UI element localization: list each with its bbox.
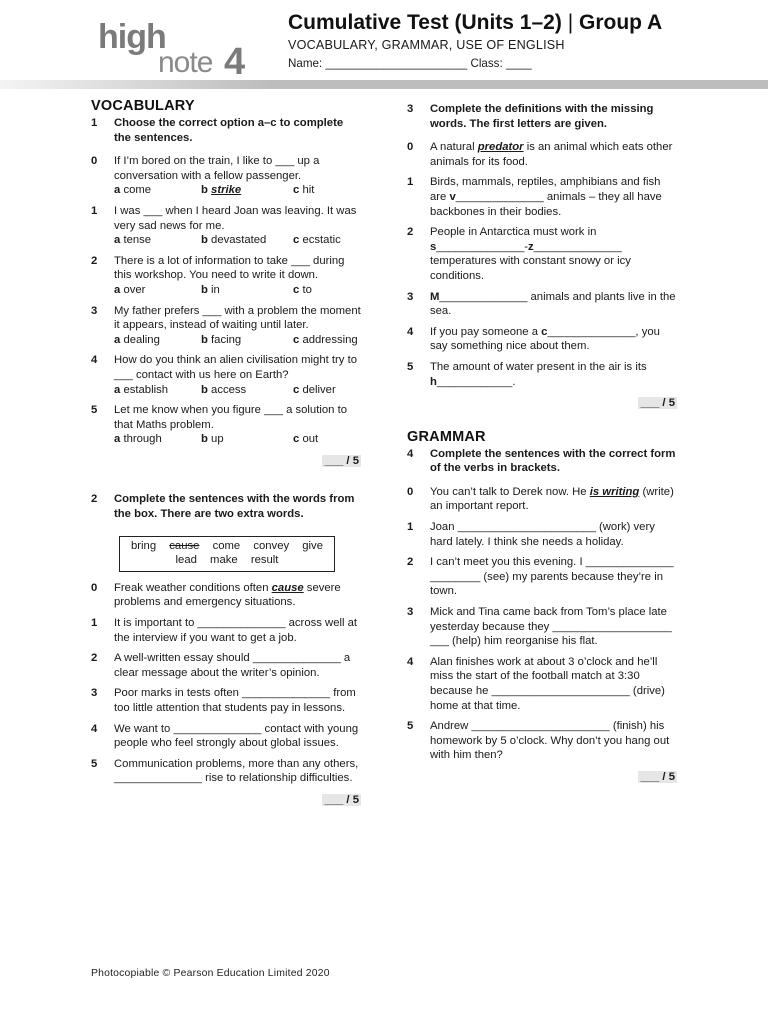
word-box-item: give [302, 539, 323, 552]
question-item [91, 154, 361, 198]
question-text: There is a lot of information to take ___ during this workshop. You need to write it down. [114, 254, 345, 282]
question-item [407, 605, 677, 649]
answer-blank[interactable]: ______________ [173, 722, 262, 735]
question-item [91, 722, 361, 751]
instruction-text: Complete the sentences with the words from the box. There are two extra words. [114, 493, 355, 521]
exercise-number: 4 [407, 447, 414, 460]
option-a[interactable]: a dealing [114, 333, 160, 346]
question-number: 5 [91, 757, 98, 770]
answer-blank[interactable]: ______________ ________ [430, 556, 674, 583]
logo-digit: 4 [224, 41, 246, 78]
word-box-item: come [212, 539, 241, 552]
question-item [91, 204, 361, 248]
option-a[interactable]: a over [114, 283, 146, 296]
option-c[interactable]: c deliver [293, 383, 336, 396]
question-text: Birds, mammals, reptiles, amphibians and fish are v______________ animals – they all have backbones in their bodies. [430, 176, 662, 218]
answer-options [114, 383, 361, 398]
question-text: Freak weather conditions often cause severe problems and emergency situations. [114, 581, 341, 609]
example-answer: cause [271, 581, 304, 594]
question-number: 2 [91, 652, 98, 665]
question-text: Communication problems, more than any others, ______________ rise to relationship difficulties. [114, 757, 359, 785]
option-a[interactable]: a come [114, 184, 152, 197]
question-number: 1 [91, 617, 98, 630]
option-a[interactable]: a through [114, 433, 162, 446]
exercise-2-instruction [91, 492, 361, 521]
exercise-1 [91, 116, 361, 468]
option-b[interactable]: b facing [201, 333, 242, 346]
instruction-text: Complete the definitions with the missing words. The first letters are given. [430, 103, 654, 130]
option-b[interactable]: b in [201, 283, 220, 296]
question-number: 0 [91, 155, 98, 168]
exercise-3-items [407, 140, 677, 389]
question-number: 0 [407, 485, 414, 498]
exercise-1-items [91, 154, 361, 447]
question-text: A natural predator is an animal which eats other animals for its food. [430, 141, 673, 168]
page-title [288, 10, 662, 36]
option-c[interactable]: c hit [293, 184, 315, 197]
name-field[interactable]: ______________________ [325, 57, 468, 70]
test-header [288, 10, 662, 72]
word-box-item: make [210, 554, 238, 567]
question-item [407, 655, 677, 713]
question-number: 5 [407, 360, 414, 373]
exercise-number: 1 [91, 117, 98, 129]
score-field[interactable]: ___ / 5 [640, 397, 675, 410]
exercise-4 [407, 447, 677, 785]
first-letter: c [541, 325, 548, 338]
header-divider-bar [0, 80, 768, 89]
exercise-4-instruction [407, 447, 677, 476]
question-item [91, 304, 361, 348]
copyright-footer: Photocopiable © Pearson Education Limited 2020 [91, 968, 330, 979]
exercise-1-instruction [91, 116, 361, 145]
question-item [407, 555, 677, 599]
option-a[interactable]: a tense [114, 234, 152, 247]
question-number: 2 [407, 556, 414, 569]
option-b[interactable]: b strike [201, 184, 242, 197]
question-text: You can’t talk to Derek now. He is writing (write) an important report. [430, 485, 674, 513]
question-item [407, 325, 677, 354]
question-text: Mick and Tina came back from Tom’s place late yesterday because they ___________________ ___ (help) him reorganise his flat. [430, 606, 672, 648]
first-letter: z [528, 240, 534, 253]
question-item [91, 686, 361, 715]
exercise-2-score [91, 793, 361, 808]
answer-options [114, 283, 361, 298]
question-item [407, 485, 677, 514]
first-letter: h [430, 375, 437, 388]
question-text: Poor marks in tests often ______________ from too little attention that students pay in lessons. [114, 687, 356, 714]
answer-blank[interactable]: ______________ [439, 290, 528, 303]
word-box [119, 536, 335, 572]
name-label: Name: [288, 57, 323, 70]
question-item [91, 403, 361, 447]
exercise-4-score [407, 770, 677, 785]
answer-options [114, 233, 361, 248]
name-class-line [288, 56, 662, 72]
option-b[interactable]: b access [201, 383, 247, 396]
question-number: 1 [407, 521, 414, 534]
score-field[interactable]: ___ / 5 [324, 793, 359, 806]
question-item [407, 360, 677, 389]
exercise-2 [91, 492, 361, 807]
answer-blank[interactable]: ____________ [436, 375, 513, 388]
question-text: Joan ______________________ (work) very hard lately. I think she needs a holiday. [430, 521, 655, 548]
answer-blank[interactable]: ______________ [547, 325, 636, 338]
question-item [407, 140, 677, 169]
question-number: 3 [91, 687, 98, 700]
exercise-1-score [91, 454, 361, 469]
first-letter: M [430, 290, 440, 303]
answer-blank[interactable]: ______________ [436, 240, 525, 253]
question-number: 5 [407, 720, 414, 733]
class-field[interactable]: ____ [505, 57, 532, 70]
example-answer: predator [477, 141, 524, 154]
question-item [91, 581, 361, 610]
instruction-text: Choose the correct option a–c to complete the sentences. [114, 117, 344, 144]
question-number: 4 [407, 655, 414, 668]
answer-blank[interactable]: ______________ [455, 190, 544, 203]
answer-blank[interactable]: ___________________ ___ [430, 620, 672, 648]
left-column [91, 98, 361, 808]
question-number: 3 [91, 304, 98, 317]
question-text: I was ___ when I heard Joan was leaving. It was very sad news for me. [114, 204, 357, 232]
exercise-3-score [407, 396, 677, 411]
question-number: 3 [407, 606, 414, 619]
word-box-item: convey [253, 539, 290, 552]
exercise-3 [407, 102, 677, 411]
exercise-number: 3 [407, 103, 414, 115]
question-text: I can’t meet you this evening. I ______________ ________ (see) my parents because they’re in town. [430, 556, 674, 598]
answer-options [114, 432, 361, 447]
question-text: A well-written essay should ______________ a clear message about the writer’s opinion. [114, 652, 351, 679]
question-number: 4 [407, 325, 414, 338]
answer-options [114, 183, 361, 198]
option-c[interactable]: c addressing [293, 333, 358, 346]
score-field[interactable]: ___ / 5 [640, 770, 675, 783]
first-letter: v [449, 190, 456, 203]
question-text: My father prefers ___ with a problem the moment it appears, instead of waiting until later. [114, 304, 361, 332]
option-c[interactable]: c out [293, 433, 319, 446]
exercise-3-instruction [407, 102, 677, 131]
group-label: Group A [579, 11, 663, 34]
option-c[interactable]: c ecstatic [293, 234, 341, 247]
question-text: M______________ animals and plants live in the sea. [430, 290, 676, 318]
question-number: 1 [91, 204, 98, 217]
question-item [91, 616, 361, 645]
option-b[interactable]: b up [201, 433, 224, 446]
question-item [91, 353, 361, 397]
question-item [407, 520, 677, 549]
right-column [407, 101, 677, 785]
option-c[interactable]: c to [293, 283, 312, 296]
answer-blank[interactable]: ______________________ [457, 521, 596, 534]
word-box-item: bring [131, 539, 157, 552]
vocabulary-heading: VOCABULARY [91, 98, 195, 114]
question-number: 1 [407, 176, 414, 189]
question-item [407, 290, 677, 319]
grammar-heading: GRAMMAR [407, 428, 486, 445]
question-text: We want to ______________ contact with young people who feel strongly about global issues. [114, 722, 359, 750]
question-text: If I’m bored on the train, I like to ___ up a conversation with a fellow passenger. [114, 155, 320, 182]
question-number: 0 [407, 141, 414, 154]
instruction-text: Complete the sentences with the correct form of the verbs in brackets. [430, 447, 676, 475]
word-box-item: lead [175, 554, 197, 567]
title-separator: | [567, 11, 574, 34]
answer-blank[interactable]: ______________________ [471, 720, 610, 733]
question-item [407, 719, 677, 763]
test-subtitle: VOCABULARY, GRAMMAR, USE OF ENGLISH [288, 38, 565, 52]
exercise-number: 2 [91, 493, 98, 506]
exercise-2-items [91, 581, 361, 786]
question-item [91, 651, 361, 680]
score-field[interactable]: ___ / 5 [324, 454, 359, 467]
answer-blank[interactable]: ______________ [242, 687, 331, 700]
answer-options [114, 333, 361, 348]
question-text: If you pay someone a c______________, you say something nice about them. [430, 325, 660, 353]
word-box-item: result [250, 554, 279, 567]
question-text: Andrew ______________________ (finish) his homework by 5 o’clock. Why don’t you hang out with him then? [430, 720, 670, 762]
answer-blank[interactable]: ______________ [114, 772, 202, 785]
answer-blank[interactable]: ______________ [252, 652, 341, 665]
question-number: 4 [91, 354, 98, 367]
test-title: Cumulative Test (Units 1–2) [288, 11, 562, 34]
answer-blank[interactable]: ______________ [197, 617, 286, 630]
logo-word-note: note [158, 46, 213, 78]
question-number: 5 [91, 404, 98, 417]
option-b[interactable]: b devastated [201, 234, 267, 247]
question-number: 3 [407, 290, 414, 303]
word-box-item-crossed: cause [169, 539, 200, 552]
exercise-4-items [407, 485, 677, 763]
question-item [91, 757, 361, 786]
question-number: 4 [91, 722, 98, 735]
question-item [407, 225, 677, 283]
answer-blank[interactable]: ______________________ [491, 685, 630, 697]
question-text: How do you think an alien civilisation might try to ___ contact with us here on Earth? [114, 354, 357, 381]
question-item [91, 254, 361, 298]
question-text: People in Antarctica must work in s______________-z______________ temperatures with constant snowy or icy conditions. [430, 226, 631, 282]
first-letter: s [430, 240, 437, 253]
high-note-4-logo [96, 16, 256, 78]
question-number: 0 [91, 581, 98, 594]
class-label: Class: [470, 57, 503, 70]
question-text: Alan finishes work at about 3 o’clock and he’ll miss the start of the football match at 3:30 because he ______________________ (drive) home at that time. [430, 655, 665, 712]
question-number: 2 [91, 254, 98, 267]
question-text: The amount of water present in the air is its h____________. [430, 360, 647, 388]
question-item [407, 175, 677, 219]
question-number: 2 [407, 226, 414, 239]
answer-blank[interactable]: ______________ [533, 240, 622, 253]
question-text: Let me know when you figure ___ a solution to that Maths problem. [114, 404, 347, 431]
option-a[interactable]: a establish [114, 383, 169, 396]
logo-word-high: high [98, 18, 166, 56]
question-text: It is important to ______________ across well at the interview if you want to get a job. [114, 617, 358, 644]
example-answer: is writing [589, 485, 640, 498]
